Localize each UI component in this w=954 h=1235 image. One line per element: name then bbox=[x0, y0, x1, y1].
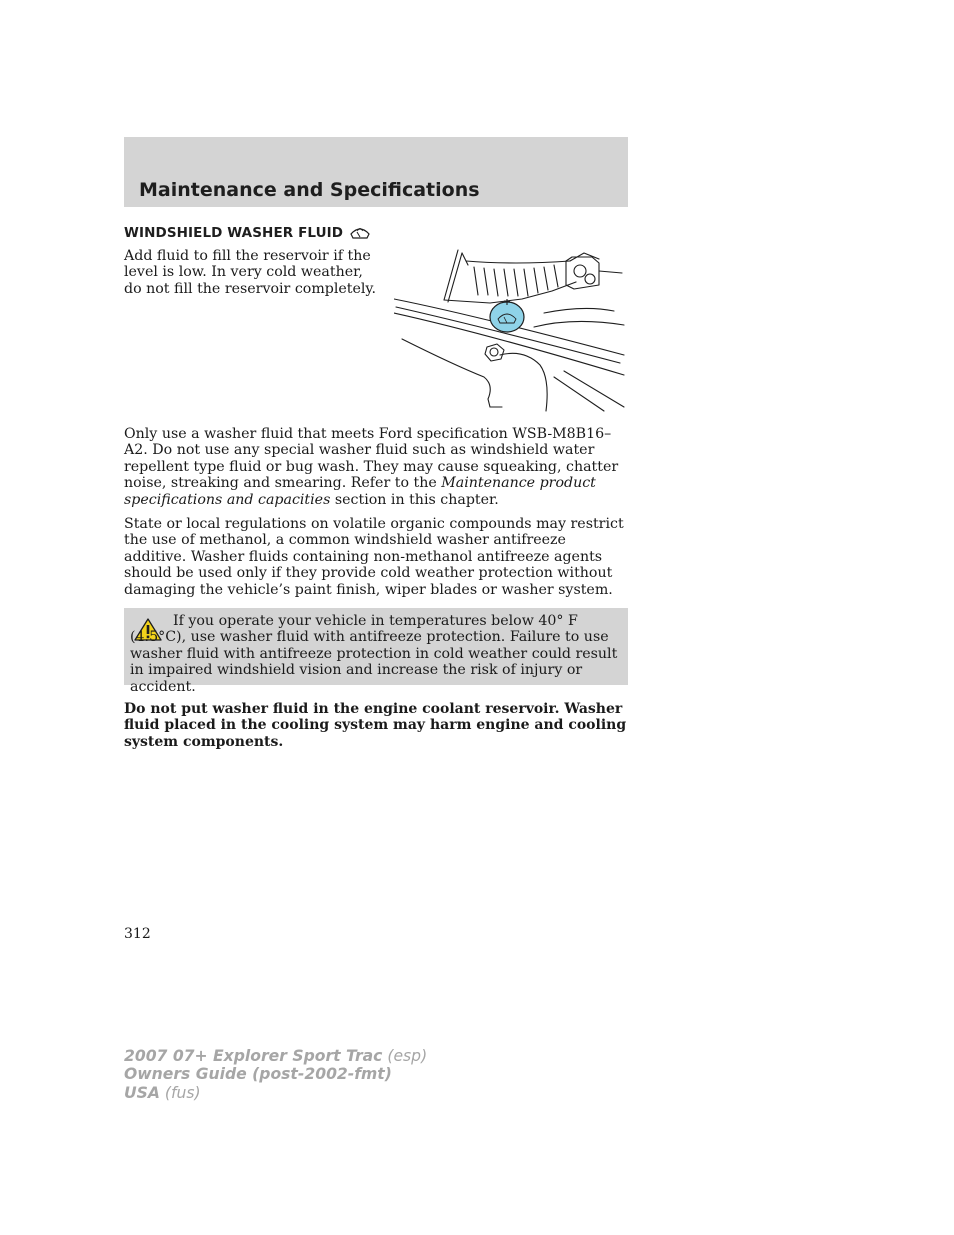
section-heading bbox=[124, 222, 371, 244]
footer-line-1 bbox=[124, 1047, 427, 1065]
reservoir-cap bbox=[490, 302, 524, 332]
washer-fluid-spec-paragraph bbox=[124, 426, 628, 508]
footer-market: USA bbox=[124, 1083, 160, 1102]
coolant-reservoir-note: Do not put washer fluid in the engine coolant reservoir. Washer fluid placed in the cooling system may harm engine and cooling system components. bbox=[124, 701, 627, 750]
windshield-washer-icon bbox=[349, 222, 371, 244]
footer-model: 2007 07+ Explorer Sport Trac bbox=[124, 1047, 383, 1065]
footer-line-3 bbox=[124, 1084, 427, 1102]
warning-box bbox=[124, 608, 628, 695]
section-header-band bbox=[124, 137, 628, 207]
spec-section-reference: Maintenance product specifications and capacities bbox=[124, 475, 596, 508]
regulations-paragraph: State or local regulations on volatile organic compounds may restrict the use of methanol, a common windshield washer antifreeze additive. Washer fluids containing non-methanol antifreeze agents should be used only if they provide cold weather protection without damaging the vehicle’s paint finish, wiper blades or washer system. bbox=[124, 516, 624, 598]
footer-market-code: (fus) bbox=[159, 1083, 201, 1102]
footer-model-code: (esp) bbox=[382, 1047, 428, 1065]
spec-text-end: section in this chapter. bbox=[330, 491, 499, 508]
page-number: 312 bbox=[124, 926, 151, 942]
intro-paragraph: Add fluid to fill the reservoir if the level is low. In very cold weather, do not fill the reservoir completely. bbox=[124, 248, 377, 297]
spec-text-start: Only use a washer fluid that meets Ford specification WSB-M8B16–A2. Do not use any special washer fluid such as windshield water repellent type fluid or bug wash. They may cause squeaking, chatter noise, streaking and smearing. Refer to the bbox=[124, 426, 619, 492]
document-footer bbox=[124, 1047, 427, 1102]
footer-line-2: Owners Guide (post-2002-fmt) bbox=[124, 1065, 392, 1084]
section-heading-text: WINDSHIELD WASHER FLUID bbox=[124, 225, 344, 241]
page-title: Maintenance and Specifications bbox=[139, 179, 480, 201]
warning-text: If you operate your vehicle in temperatures below 40° F (4.5°C), use washer fluid with antifreeze protection. Failure to use washer fluid with antifreeze protection in cold weather could result in impaired windshield vision and increase the risk of injury or accident. bbox=[130, 613, 618, 695]
washer-reservoir-illustration bbox=[394, 247, 626, 413]
